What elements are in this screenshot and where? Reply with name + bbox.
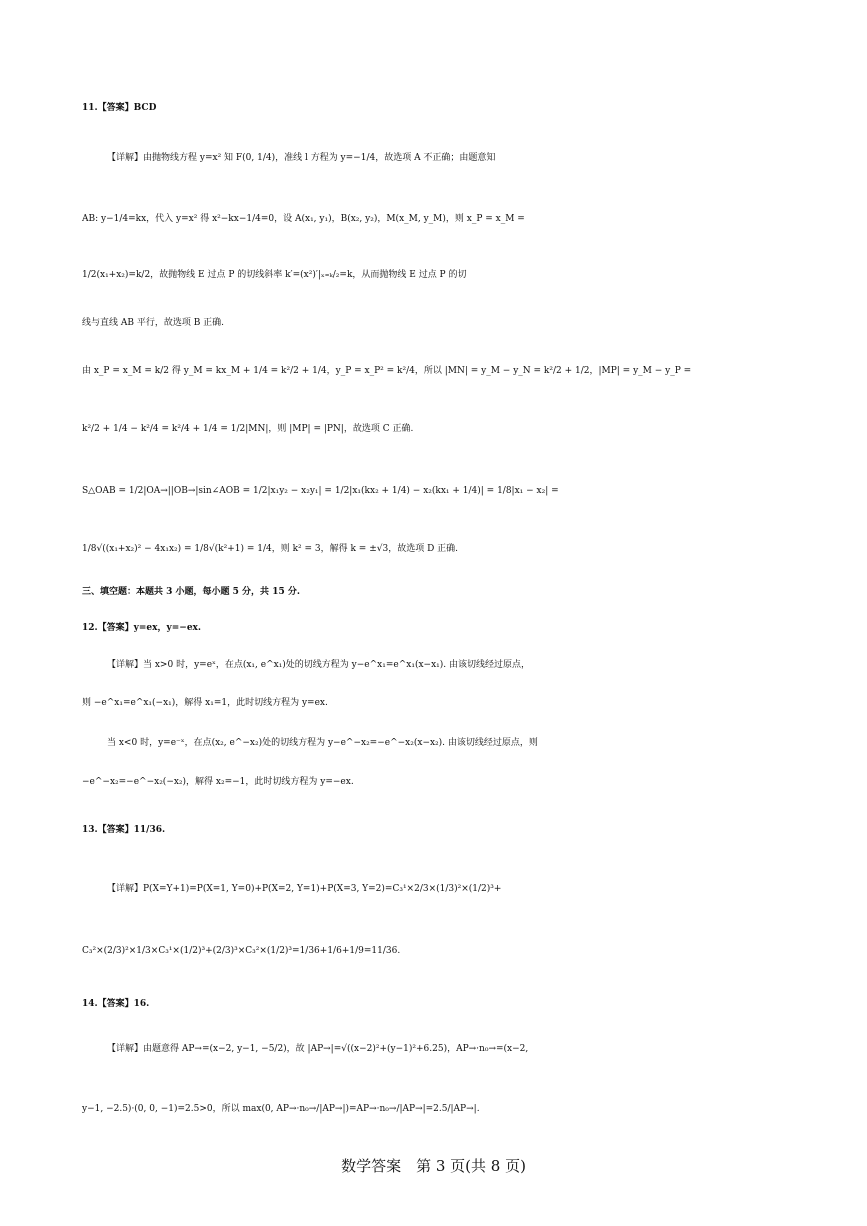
q11-line-3: 1/2(x₁+x₂)=k/2，故抛物线 E 过点 P 的切线斜率 k′=(x²)′|ₓ₌ₖ/₂=k，从而抛物线 E 过点 P 的切 <box>82 270 467 280</box>
q12-line-1: 【详解】当 x>0 时，y=eˣ，在点(x₁, e^x₁)处的切线方程为 y−e^x₁=e^x₁(x−x₁). 由该切线经过原点， <box>107 660 530 670</box>
q13-answer: 13.【答案】11/36. <box>82 825 166 835</box>
q11-line-4: 线与直线 AB 平行，故选项 B 正确. <box>82 318 225 328</box>
page-footer: 数学答案 第 3 页(共 8 页) <box>341 1157 526 1175</box>
q14-line-1: 【详解】由题意得 AP→=(x−2, y−1, −5/2)，故 |AP→|=√((x−2)²+(y−1)²+6.25)，AP→·n₀→=(x−2, <box>107 1044 529 1054</box>
q11-line-8: 1/8√((x₁+x₂)² − 4x₁x₂) = 1/8√(k²+1) = 1/4，则 k² = 3，解得 k = ±√3，故选项 D 正确. <box>82 544 459 554</box>
q12-line-4: −e^−x₂=−e^−x₂(−x₂)，解得 x₂=−1，此时切线方程为 y=−ex. <box>82 777 354 787</box>
q11-line-5: 由 x_P = x_M = k/2 得 y_M = kx_M + 1/4 = k²/2 + 1/4，y_P = x_P² = k²/4，所以 |MN| = y_M − y_N = k²/2 + 1/2，|MP| = y_M − y_P = <box>82 366 692 376</box>
q14-line-2: y−1, −2.5)·(0, 0, −1)=2.5>0，所以 max(0, AP→·n₀→/|AP→|)=AP→·n₀→/|AP→|=2.5/|AP→|. <box>82 1104 480 1114</box>
q13-line-1: 【详解】P(X=Y+1)=P(X=1, Y=0)+P(X=2, Y=1)+P(X=3, Y=2)=C₃¹×2/3×(1/3)²×(1/2)³+ <box>107 884 502 894</box>
q14-answer: 14.【答案】16. <box>82 999 150 1009</box>
q11-line-7: S△OAB = 1/2|OA→||OB→|sin∠AOB = 1/2|x₁y₂ − x₂y₁| = 1/2|x₁(kx₂ + 1/4) − x₂(kx₁ + 1/4)| = 1/8|x₁ − x₂| = <box>82 486 559 496</box>
q12-line-2: 则 −e^x₁=e^x₁(−x₁)，解得 x₁=1，此时切线方程为 y=ex. <box>82 698 328 708</box>
q11-line-6: k²/2 + 1/4 − k²/4 = k²/4 + 1/4 = 1/2|MN|，则 |MP| = |PN|，故选项 C 正确. <box>82 424 414 434</box>
q12-answer: 12.【答案】y=ex，y=−ex. <box>82 623 202 633</box>
q13-line-2: C₃²×(2/3)²×1/3×C₃¹×(1/2)³+(2/3)³×C₃²×(1/2)³=1/36+1/6+1/9=11/36. <box>82 946 401 956</box>
q11-line-1: 【详解】由抛物线方程 y=x² 知 F(0, 1/4)，准线 l 方程为 y=−1/4，故选项 A 不正确；由题意知 <box>107 153 496 163</box>
q11-line-2: AB: y−1/4=kx，代入 y=x² 得 x²−kx−1/4=0，设 A(x₁, y₁)，B(x₂, y₂)，M(x_M, y_M)，则 x_P = x_M = <box>82 214 525 224</box>
q12-line-3: 当 x<0 时，y=e⁻ˣ，在点(x₂, e^−x₂)处的切线方程为 y−e^−x₂=−e^−x₂(x−x₂). 由该切线经过原点，则 <box>107 738 538 748</box>
q11-answer: 11.【答案】BCD <box>82 103 157 113</box>
section-3-heading: 三、填空题：本题共 3 小题，每小题 5 分，共 15 分. <box>82 587 300 597</box>
